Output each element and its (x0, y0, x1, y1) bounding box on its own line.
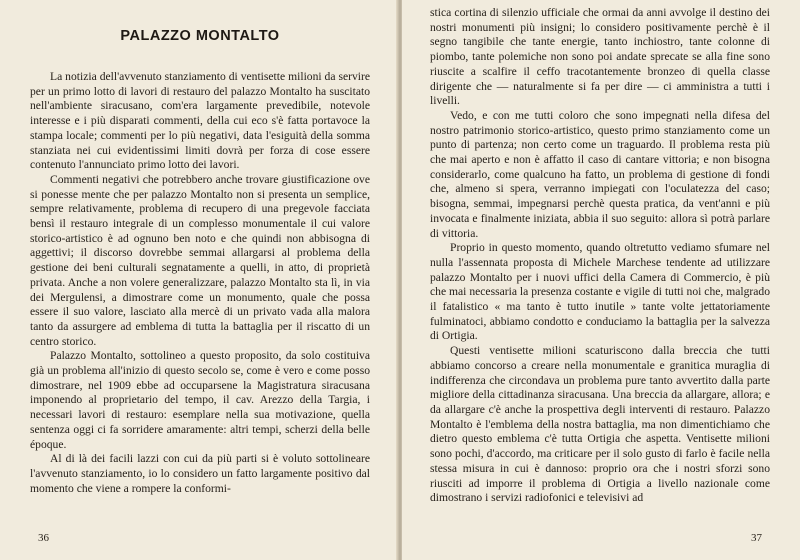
left-paragraph-1: La notizia dell'avvenuto stanziamento di ventisette milioni da servire per un primo lotto di lavori di restauro del palazzo Montalto ha suscitato nell'ambiente siracusano, com'era largamente prevedibile, notevole interesse e i più disparati commenti, della cui eco s'è fatta portavoce la stampa locale; commenti per lo più negativi, data l'esiguità della somma stanziata nei cui evidentissimi limiti dovrà per forza di cose essere contenuto l'annunciato primo lotto dei lavori. (30, 70, 370, 172)
left-paragraph-2: Commenti negativi che potrebbero anche trovare giustificazione ove si ponesse mente che per palazzo Montalto non si presenta un semplice, sempre relativamente, problema di recupero di una pregevole facciata bensì il restauro integrale di un complesso monumentale il cui valore storico-artistico è ad ognuno ben noto e che quindi non abbisogna di aggettivi; il discorso dovrebbe semmai allargarsi al problema della gestione dei beni culturali segnatamente a quelli, in atto, di proprietà privata. Anche a non volere generalizzare, palazzo Montalto sta lì, in via dei Mergulensi, a dimostrare come un monumento, quale che possa essere il suo valore, lasciato alla mercè di un privato vada alla malora tanto da assurgere ad emblema di tutta la battaglia per il riscatto di un centro storico. (30, 172, 370, 348)
left-paragraph-4: Al di là dei facili lazzi con cui da più parti si è voluto sottolineare l'avvenuto stanziamento, io lo considero un fatto largamente positivo dal momento che viene a rompere la conformi- (30, 452, 370, 495)
right-paragraph-1: stica cortina di silenzio ufficiale che ormai da anni avvolge il destino dei nostri monumenti più insigni; lo considero positivamente perchè è il segno tangibile che tante energie, tanto inchiostro, tante colonne di piombo, tante polemiche non sono poi andate sprecate se alla fine sono riuscite a scalfire il ceffo tracotantemente bronzeo di quella classe dirigente che — naturalmente si fa per dire — ci amministra a tutti i livelli. (430, 6, 770, 108)
right-paragraph-3: Proprio in questo momento, quando oltretutto vediamo sfumare nel nulla l'assennata proposta di Michele Marchese tendente ad utilizzare palazzo Montalto per i nuovi uffici della Camera di Commercio, è più che mai necessaria la presenza costante e vigile di tutti noi che, malgrado il fatalistico « ma tanto è tutto inutile » tante volte jettatoriamente fulminatoci, abbiamo condotto e conduciamo la battaglia per la salvezza di Ortigia. (430, 241, 770, 343)
right-paragraph-2: Vedo, e con me tutti coloro che sono impegnati nella difesa del nostro patrimonio storico-artistico, questo primo stanziamento come un punto di partenza; non certo come un traguardo. Il problema resta più che mai aperto e non è affatto il caso di cantare vittoria; e non bisogna considerarlo, come qualcuno ha fatto, un problema di gestione di fondi che, almeno si spera, verranno impiegati con l'oculatezza del caso; bisogna, semmai, impegnarsi perchè questa pratica, da vent'anni e più invocata e finalmente iniziata, abbia il suo seguito: allora sì potrà parlare di vittoria. (430, 108, 770, 240)
right-page-number: 37 (751, 532, 762, 544)
right-paragraph-4: Questi ventisette milioni scaturiscono dalla breccia che tutti abbiamo concorso a creare nella monumentale e granitica muraglia di indifferenza che circondava un problema pure tanto avvertito dalla parte migliore della cittadinanza siracusana. Una breccia da allargare, allora; e da allargare c'è anche la prospettiva degli interventi di restauro. Palazzo Montalto è l'emblema della nostra battaglia, ma non dimentichiamo che dietro questo emblema c'è tutta Ortigia che aspetta. Ventisette milioni sono pochi, d'accordo, ma criticare per il solo gusto di farlo è facile nella stessa misura in cui è dannoso: proprio ora che i nostri sforzi sono riusciti ad imporre il problema di Ortigia a livello nazionale come dimostrano i servizi radiofonici e televisivi ad (430, 344, 770, 505)
article-title: PALAZZO MONTALTO (120, 28, 280, 44)
left-page (0, 0, 398, 560)
right-page (402, 0, 800, 560)
left-page-number: 36 (38, 532, 49, 544)
left-paragraph-3: Palazzo Montalto, sottolineo a questo proposito, da solo costituiva già un problema all'inizio di questo secolo se, come è vero e come posso dimostrare, nel 1909 ebbe ad occuparsene la Magistratura siracusana imponendo al proprietario del tempo, il cav. Arezzo della Targia, i necessari lavori di restauro: esemplare nella sua motivazione, quella sentenza oggi ci fa sorridere amaramente: altri tempi, scherzi della belle époque. (30, 349, 370, 451)
